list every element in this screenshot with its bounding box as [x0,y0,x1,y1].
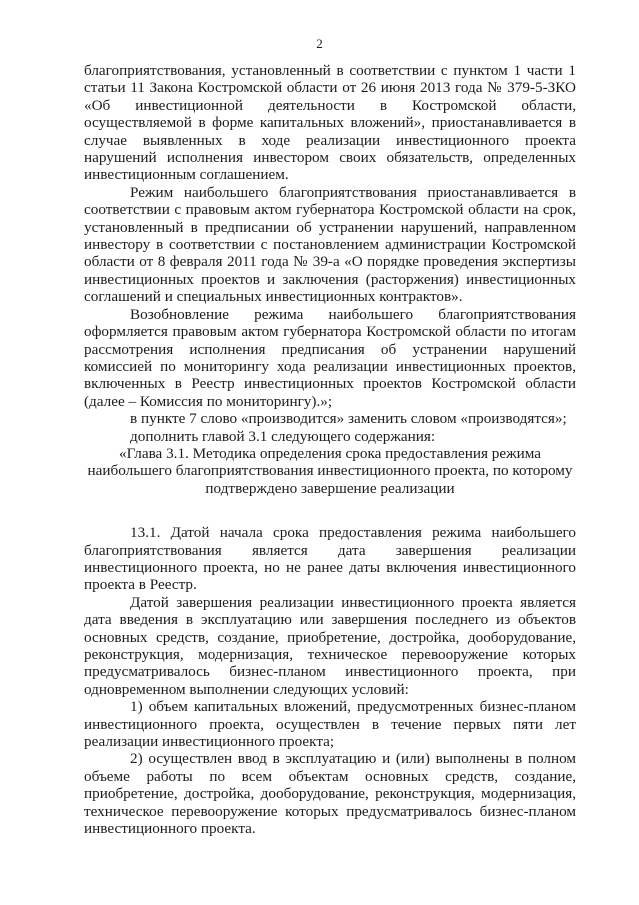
chapter-title [84,445,576,497]
page-number: 2 [316,36,323,51]
chapter-title-line: подтверждено завершение реализации [205,479,455,497]
section-gap [84,497,576,524]
paragraph-condition-2: 2) осуществлен ввод в эксплуатацию и (или) выполнены в полном объеме работы по всем объектам основных средств, создание, приобретение, достройка, дооборудование, реконструкция, модернизация, техническое перевооружение которых предусматривалось бизнес-планом инвестиционного проекта. [84,750,576,838]
paragraph-suspension: Режим наибольшего благоприятствования приостанавливается в соответствии с правовым актом губернатора Костромской области на срок, установленный в предписании об устранении нарушений, направленном инвестору в соответствии с постановлением администрации Костромской области от 8 февраля 2011 года № 39-а «О порядке проведения экспертизы инвестиционных проектов и заключения (расторжения) инвестиционных соглашений и специальных инвестиционных контрактов». [84,183,576,306]
chapter-title-line: наибольшего благоприятствования инвестиционного проекта, по которому [87,462,573,480]
paragraph-amendment-item-7: в пункте 7 слово «производится» заменить словом «производятся»; [130,410,567,428]
paragraph-13-1: 13.1. Датой начала срока предоставления режима наибольшего благоприятствования является дата завершения реализации инвестиционного проекта, но не ранее даты включения инвестиционного проекта в Реестр. [84,524,576,594]
paragraph-continuation: благоприятствования, установленный в соответствии с пунктом 1 части 1 статьи 11 Закона Костромской области от 26 июня 2013 года № 379-5-ЗКО «Об инвестиционной деятельности в Костромской области, осуществляемой в форме капитальных вложений», приостанавливается в случае выявленных в ходе реализации инвестиционного проекта нарушений исполнения инвестором своих обязательств, определенных инвестиционным соглашением. [84,62,576,184]
paragraph-condition-1: 1) объем капитальных вложений, предусмотренных бизнес-планом инвестиционного проекта, осуществлен в течение первых пяти лет реализации инвестиционного проекта; [84,698,576,751]
paragraph-completion-date: Датой завершения реализации инвестиционного проекта является дата введения в эксплуатацию или завершения последнего из объектов основных средств, создание, приобретение, достройка, дооборудование, реконструкция, модернизация, техническое перевооружение которых предусматривалось бизнес-планом инвестиционного проекта, при одновременном выполнении следующих условий: [84,593,576,698]
paragraph-add-chapter: дополнить главой 3.1 следующего содержания: [130,427,436,445]
document-body [84,62,576,837]
chapter-title-line: «Глава 3.1. Методика определения срока предоставления режима [119,444,541,462]
paragraph-resumption: Возобновление режима наибольшего благоприятствования оформляется правовым актом губернатора Костромской области по итогам рассмотрения исполнения предписания об устранении нарушений комиссией по мониторингу хода реализации инвестиционных проектов, включенных в Реестр инвестиционных проектов Костромской области (далее – Комиссия по мониторингу).»; [84,305,576,410]
